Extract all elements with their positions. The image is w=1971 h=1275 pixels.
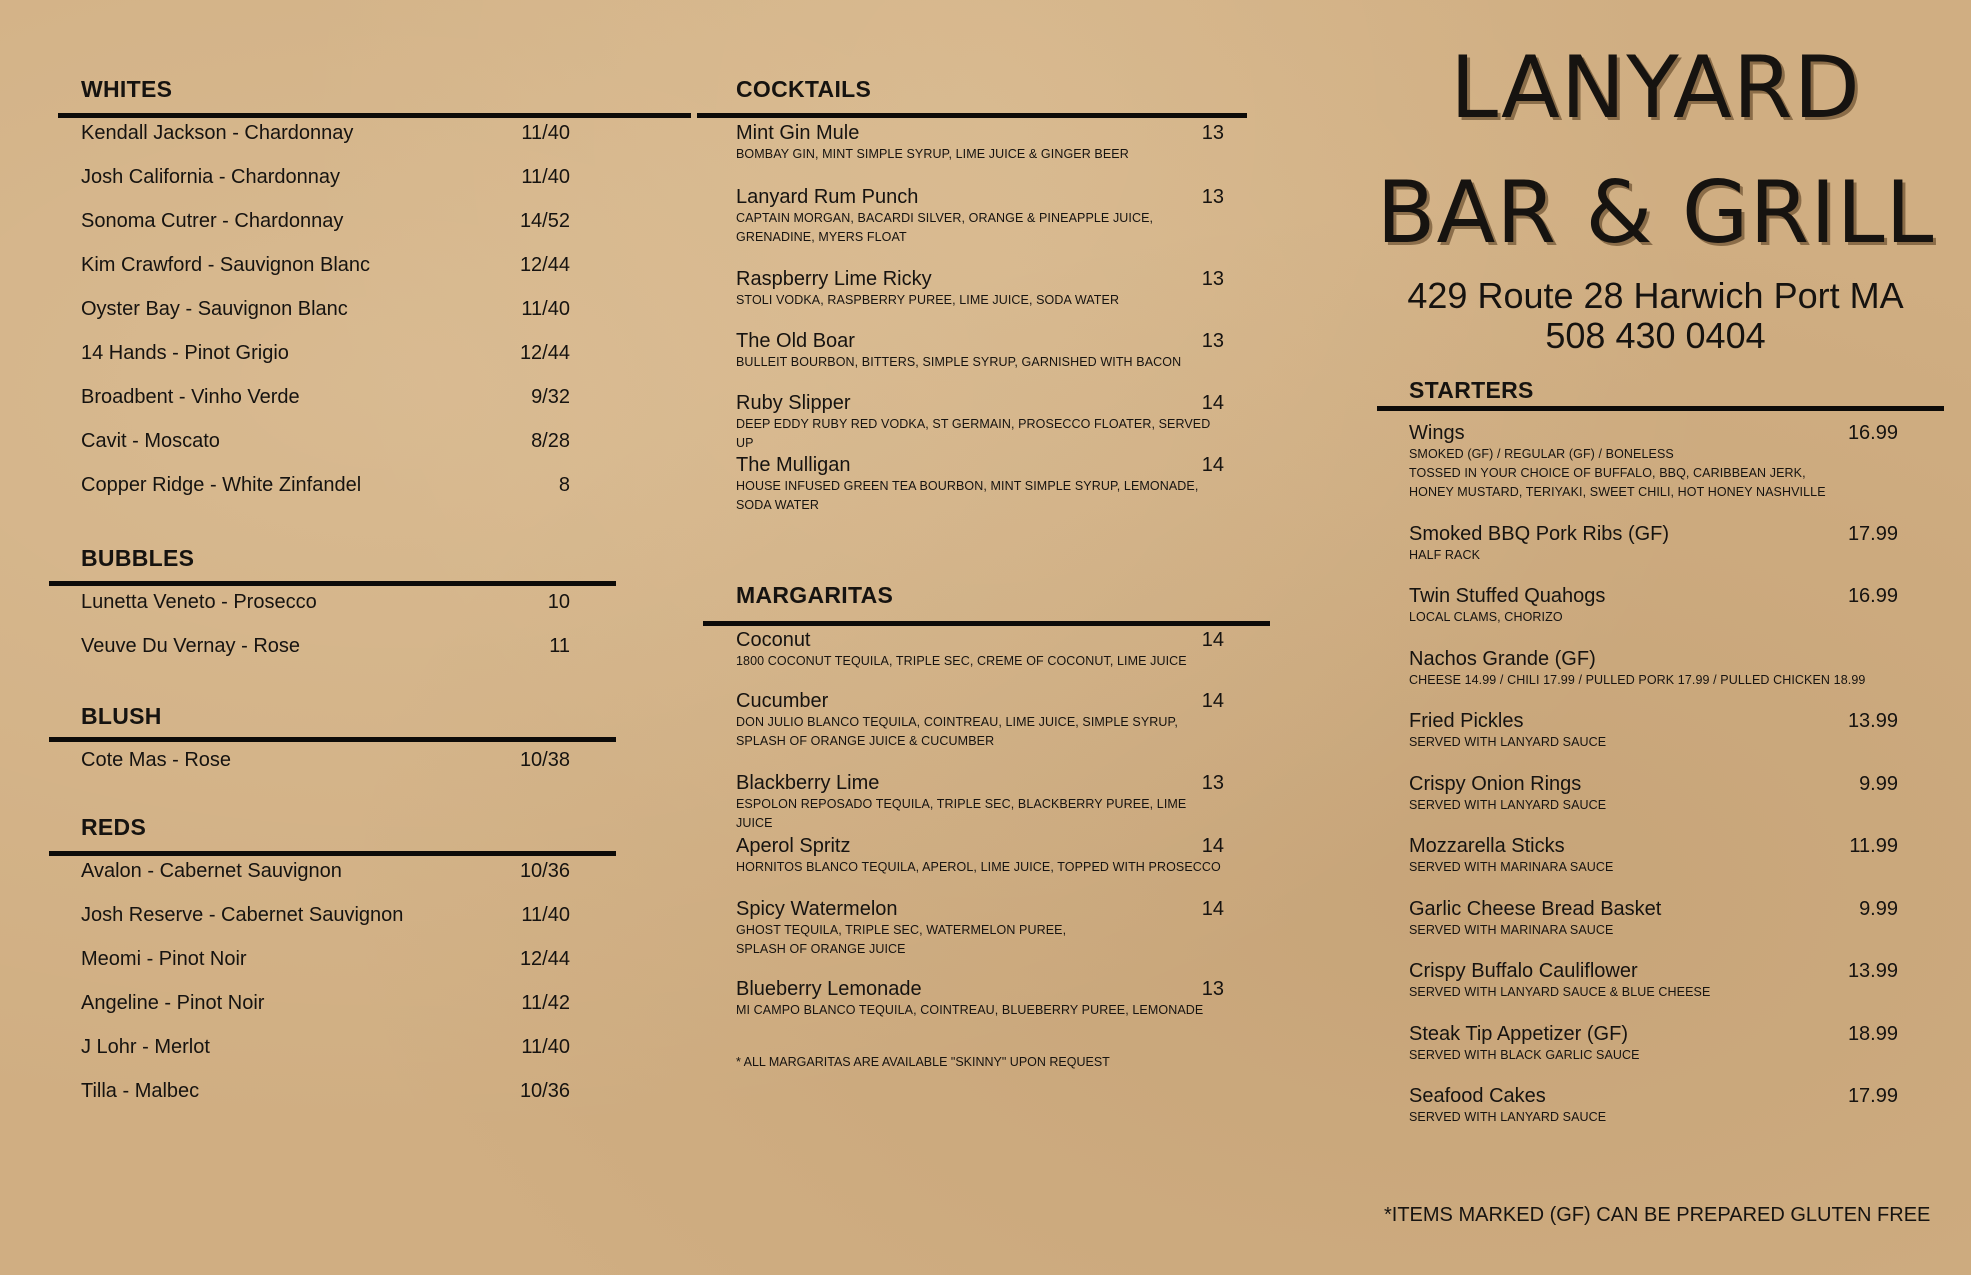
- wine-row: [81, 990, 570, 1016]
- item-description: SERVED WITH LANYARD SAUCE: [1409, 1110, 1607, 1124]
- phone-number: 508 430 0404: [1545, 315, 1766, 356]
- item-name: Cucumber: [736, 690, 829, 712]
- brand-name-line1: LANYARD: [1450, 38, 1861, 138]
- item-description: GRENADINE, MYERS FLOAT: [736, 230, 907, 244]
- item-name: Blackberry Lime: [736, 772, 880, 794]
- wine-name: Lunetta Veneto - Prosecco: [81, 591, 317, 613]
- menu-item: [736, 267, 1224, 310]
- margaritas-title: MARGARITAS: [736, 582, 894, 608]
- item-description: SERVED WITH MARINARA SAUCE: [1409, 860, 1614, 874]
- item-description: ESPOLON REPOSADO TEQUILA, TRIPLE SEC, BLACKBERRY PUREE, LIME JUICE: [736, 797, 1187, 830]
- starters-title: STARTERS: [1409, 377, 1534, 403]
- item-description: CHEESE 14.99 / CHILI 17.99 / PULLED PORK 17.99 / PULLED CHICKEN 18.99: [1409, 673, 1866, 687]
- item-description: STOLI VODKA, RASPBERRY PUREE, LIME JUICE, SODA WATER: [736, 293, 1120, 307]
- menu-item: [1409, 647, 1898, 690]
- item-price: 13: [1201, 330, 1224, 352]
- menu-item: [1409, 897, 1898, 940]
- item-price: 11.99: [1849, 835, 1898, 857]
- wine-name: Sonoma Cutrer - Chardonnay: [81, 210, 344, 232]
- wine-name: Meomi - Pinot Noir: [81, 948, 247, 970]
- margarita-note: * ALL MARGARITAS ARE AVAILABLE "SKINNY" UPON REQUEST: [736, 1055, 1110, 1069]
- item-name: Lanyard Rum Punch: [736, 186, 919, 208]
- wine-row: [81, 340, 570, 366]
- menu-item: [736, 453, 1224, 515]
- item-name: Raspberry Lime Ricky: [736, 268, 932, 290]
- wine-price: 10/38: [519, 749, 570, 771]
- item-name: Garlic Cheese Bread Basket: [1409, 898, 1662, 920]
- wine-row: [81, 208, 570, 234]
- item-name: Spicy Watermelon: [736, 898, 898, 920]
- wine-row: [81, 252, 570, 278]
- item-description: SPLASH OF ORANGE JUICE & CUCUMBER: [736, 734, 995, 748]
- brand-name-line2: BAR & GRILL: [1376, 163, 1935, 263]
- item-description: SERVED WITH LANYARD SAUCE: [1409, 798, 1607, 812]
- item-description: SMOKED (GF) / REGULAR (GF) / BONELESS: [1409, 447, 1674, 461]
- menu-item: [1409, 834, 1898, 877]
- item-name: Crispy Onion Rings: [1409, 773, 1582, 795]
- starters-divider: [1377, 406, 1944, 411]
- item-name: Crispy Buffalo Cauliflower: [1409, 960, 1638, 982]
- item-description: MI CAMPO BLANCO TEQUILA, COINTREAU, BLUEBERRY PUREE, LEMONADE: [736, 1003, 1204, 1017]
- item-price: 14: [1201, 690, 1224, 712]
- item-name: Coconut: [736, 629, 811, 651]
- wine-name: Tilla - Malbec: [81, 1080, 200, 1102]
- whites-title: WHITES: [81, 76, 173, 102]
- item-price: 13: [1201, 122, 1224, 144]
- item-description: DON JULIO BLANCO TEQUILA, COINTREAU, LIME JUICE, SIMPLE SYRUP,: [736, 715, 1178, 729]
- wine-price: 11/40: [521, 1036, 570, 1058]
- reds-title: REDS: [81, 814, 147, 840]
- item-name: The Mulligan: [736, 454, 851, 476]
- item-price: 17.99: [1847, 1085, 1898, 1107]
- item-description: CAPTAIN MORGAN, BACARDI SILVER, ORANGE & PINEAPPLE JUICE,: [736, 211, 1154, 225]
- menu-item: [1409, 522, 1898, 565]
- wine-row: [81, 946, 570, 972]
- item-price: 14: [1201, 898, 1224, 920]
- item-price: 13.99: [1847, 960, 1898, 982]
- item-name: Aperol Spritz: [736, 835, 851, 857]
- menu-item: [736, 628, 1224, 671]
- item-description: SERVED WITH LANYARD SAUCE & BLUE CHEESE: [1409, 985, 1711, 999]
- item-price: 13: [1201, 978, 1224, 1000]
- wine-price: 11/42: [521, 992, 570, 1014]
- wine-row: [81, 902, 570, 928]
- menu-item: [736, 185, 1224, 247]
- item-name: Mozzarella Sticks: [1409, 835, 1565, 857]
- wine-price: 11/40: [521, 298, 570, 320]
- gluten-free-footnote: *ITEMS MARKED (GF) CAN BE PREPARED GLUTEN FREE: [1384, 1204, 1931, 1226]
- wine-name: Broadbent - Vinho Verde: [81, 386, 300, 408]
- item-description: 1800 COCONUT TEQUILA, TRIPLE SEC, CREME OF COCONUT, LIME JUICE: [736, 654, 1187, 668]
- item-description: BULLEIT BOURBON, BITTERS, SIMPLE SYRUP, GARNISHED WITH BACON: [736, 355, 1182, 369]
- margaritas-divider: [703, 621, 1270, 626]
- item-price: 16.99: [1847, 422, 1898, 444]
- item-price: 9.99: [1859, 773, 1898, 795]
- item-name: Blueberry Lemonade: [736, 978, 922, 1000]
- wine-row: [81, 164, 570, 190]
- menu-item: [736, 834, 1224, 877]
- wine-price: 10/36: [519, 1080, 570, 1102]
- menu-item: [736, 977, 1224, 1020]
- wine-name: Copper Ridge - White Zinfandel: [81, 474, 362, 496]
- menu-item: [736, 391, 1224, 453]
- wine-name: Oyster Bay - Sauvignon Blanc: [81, 298, 348, 320]
- item-description: BOMBAY GIN, MINT SIMPLE SYRUP, LIME JUICE & GINGER BEER: [736, 147, 1129, 161]
- wine-row: [81, 747, 570, 773]
- wine-row: [81, 428, 570, 454]
- item-price: 14: [1201, 835, 1224, 857]
- wine-price: 11/40: [521, 166, 570, 188]
- item-name: Smoked BBQ Pork Ribs (GF): [1409, 523, 1670, 545]
- bubbles-title: BUBBLES: [81, 545, 195, 571]
- cocktails-title: COCKTAILS: [736, 76, 872, 102]
- menu-item: [1409, 959, 1898, 1002]
- item-description: SODA WATER: [736, 498, 819, 512]
- wine-name: Avalon - Cabernet Sauvignon: [81, 860, 342, 882]
- item-name: Twin Stuffed Quahogs: [1409, 585, 1606, 607]
- item-description: SPLASH OF ORANGE JUICE: [736, 942, 906, 956]
- menu-item: [736, 689, 1224, 751]
- wine-name: Angeline - Pinot Noir: [81, 992, 265, 1014]
- item-description: TOSSED IN YOUR CHOICE OF BUFFALO, BBQ, CARIBBEAN JERK,: [1409, 466, 1806, 480]
- item-price: 13: [1201, 268, 1224, 290]
- wine-price: 11/40: [521, 904, 570, 926]
- wine-price: 12/44: [519, 948, 570, 970]
- item-name: Fried Pickles: [1409, 710, 1524, 732]
- item-description: HALF RACK: [1409, 548, 1481, 562]
- wine-name: Cavit - Moscato: [81, 430, 220, 452]
- wine-name: Josh Reserve - Cabernet Sauvignon: [81, 904, 404, 926]
- wine-price: 11/40: [521, 122, 570, 144]
- menu-item: [1409, 709, 1898, 752]
- menu-item: [736, 771, 1224, 833]
- wine-price: 14/52: [519, 210, 570, 232]
- item-price: 13: [1201, 186, 1224, 208]
- item-description: LOCAL CLAMS, CHORIZO: [1409, 610, 1563, 624]
- wine-price: 8: [558, 474, 570, 496]
- wine-row: [81, 589, 570, 615]
- whites-divider: [58, 113, 691, 118]
- menu-item: [736, 897, 1224, 959]
- wine-row: [81, 1034, 570, 1060]
- wine-row: [81, 858, 570, 884]
- item-name: Mint Gin Mule: [736, 122, 860, 144]
- wine-name: Kim Crawford - Sauvignon Blanc: [81, 254, 371, 276]
- item-description: HOUSE INFUSED GREEN TEA BOURBON, MINT SIMPLE SYRUP, LEMONADE,: [736, 479, 1199, 493]
- item-price: 14: [1201, 454, 1224, 476]
- wine-price: 12/44: [519, 342, 570, 364]
- menu-item: [736, 329, 1224, 372]
- wine-name: Veuve Du Vernay - Rose: [81, 634, 301, 657]
- item-name: Wings: [1409, 422, 1465, 444]
- item-description: SERVED WITH MARINARA SAUCE: [1409, 923, 1614, 937]
- wine-name: Josh California - Chardonnay: [81, 166, 341, 188]
- wine-row: [81, 120, 570, 146]
- item-description: SERVED WITH BLACK GARLIC SAUCE: [1409, 1048, 1640, 1062]
- wine-price: 10/36: [519, 860, 570, 882]
- item-name: Ruby Slipper: [736, 392, 851, 414]
- wine-price: 12/44: [519, 254, 570, 276]
- menu-item: [1409, 421, 1898, 502]
- blush-divider: [49, 737, 616, 742]
- wine-row: [81, 384, 570, 410]
- wine-name: Cote Mas - Rose: [81, 749, 232, 771]
- item-price: 14: [1201, 629, 1224, 651]
- item-description: HONEY MUSTARD, TERIYAKI, SWEET CHILI, HOT HONEY NASHVILLE: [1409, 485, 1826, 499]
- wine-price: 11: [549, 634, 570, 657]
- wine-name: 14 Hands - Pinot Grigio: [81, 342, 289, 364]
- item-name: Seafood Cakes: [1409, 1085, 1546, 1107]
- wine-price: 10: [547, 591, 570, 613]
- wine-row: [81, 472, 570, 498]
- item-description: SERVED WITH LANYARD SAUCE: [1409, 735, 1607, 749]
- item-name: Nachos Grande (GF): [1409, 648, 1596, 670]
- wine-row: [81, 296, 570, 322]
- wine-price: 9/32: [531, 386, 570, 408]
- item-description: GHOST TEQUILA, TRIPLE SEC, WATERMELON PUREE,: [736, 923, 1067, 937]
- reds-divider: [49, 851, 616, 856]
- wine-price: 8/28: [531, 430, 570, 452]
- item-name: The Old Boar: [736, 330, 855, 352]
- cocktails-divider: [697, 113, 1247, 118]
- blush-title: BLUSH: [81, 703, 162, 729]
- item-price: 17.99: [1847, 523, 1898, 545]
- menu-item: [736, 121, 1224, 164]
- item-price: 14: [1201, 392, 1224, 414]
- menu-item: [1409, 1022, 1898, 1065]
- wine-row: [81, 1078, 570, 1104]
- menu-item: [1409, 772, 1898, 815]
- item-price: 18.99: [1847, 1023, 1898, 1045]
- item-price: 13.99: [1847, 710, 1898, 732]
- item-price: 16.99: [1847, 585, 1898, 607]
- item-name: Steak Tip Appetizer (GF): [1409, 1023, 1628, 1045]
- wine-row: [81, 633, 570, 659]
- item-price: 13: [1201, 772, 1224, 794]
- item-description: DEEP EDDY RUBY RED VODKA, ST GERMAIN, PROSECCO FLOATER, SERVED UP: [736, 417, 1211, 450]
- item-description: HORNITOS BLANCO TEQUILA, APEROL, LIME JUICE, TOPPED WITH PROSECCO: [736, 860, 1221, 874]
- menu-item: [1409, 584, 1898, 627]
- wine-name: J Lohr - Merlot: [81, 1036, 210, 1058]
- menu-item: [1409, 1084, 1898, 1127]
- bubbles-divider: [49, 581, 616, 586]
- wine-name: Kendall Jackson - Chardonnay: [81, 122, 354, 144]
- item-price: 9.99: [1859, 898, 1898, 920]
- address: 429 Route 28 Harwich Port MA: [1407, 275, 1904, 316]
